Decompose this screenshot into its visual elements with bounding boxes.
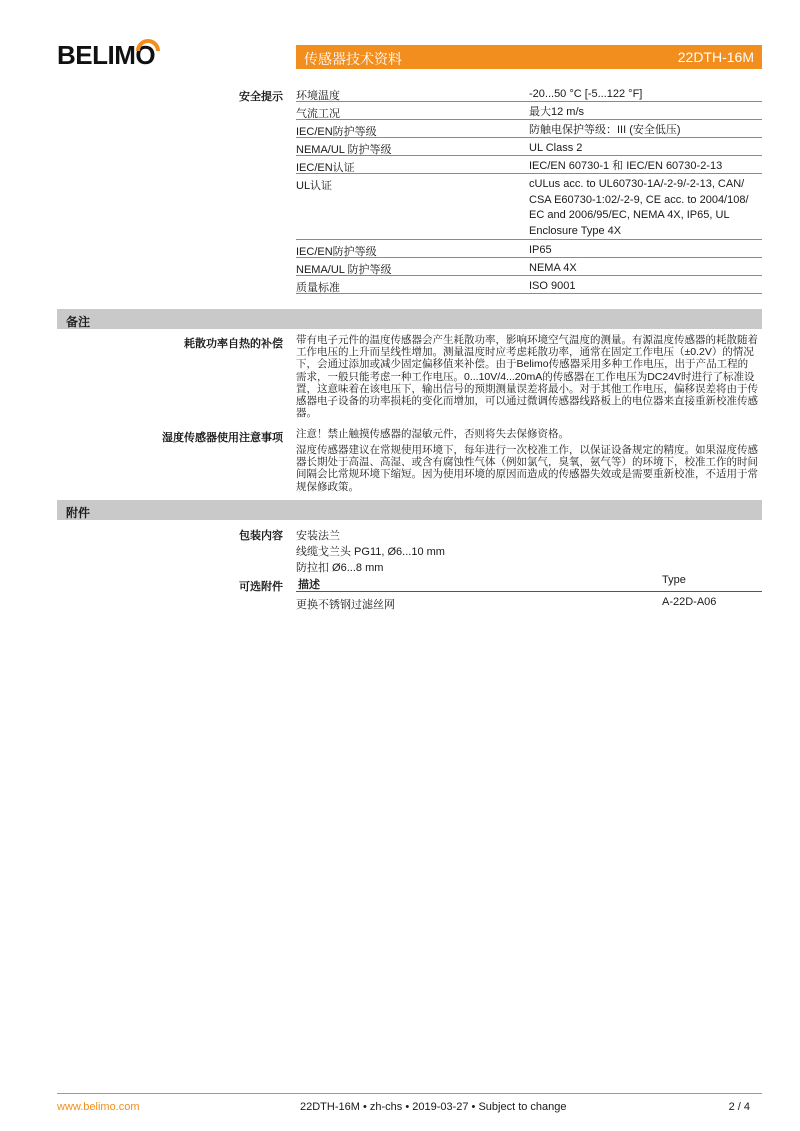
accessories-section-bar <box>57 500 762 520</box>
table-header <box>296 574 762 592</box>
spec-key: 气流工况 <box>296 108 340 120</box>
package-item: 线缆戈兰头 PG11, Ø6...10 mm <box>296 546 445 558</box>
spec-key: IEC/EN认证 <box>296 162 355 174</box>
footer-document-info: 22DTH-16M • zh-chs • 2019-03-27 • Subject to change <box>300 1101 567 1113</box>
model-number: 22DTH-16M <box>677 49 754 65</box>
header-description: 描述 <box>298 579 320 591</box>
spec-row <box>296 258 762 276</box>
package-contents-label: 包装内容 <box>239 530 283 542</box>
spec-key: IEC/EN防护等级 <box>296 246 377 258</box>
spec-value: 最大12 m/s <box>529 106 585 118</box>
spec-row <box>296 120 762 138</box>
spec-row <box>296 156 762 174</box>
spec-row <box>296 138 762 156</box>
page-number: 2 / 4 <box>728 1101 750 1113</box>
note-text: 湿度传感器建议在常规使用环境下，每年进行一次校准工作，以保证设备规定的精度。如果湿度传感器长期处于高温、高湿、或含有腐蚀性气体（例如氯气，臭氧，氨气等）的环境下，校准工作的时间间隔会比常规环境下缩短。因为使用环境的原因而造成的传感器失效或是需要重新校准，不适用于常规保修政策。 <box>296 444 758 493</box>
note-text: 带有电子元件的温度传感器会产生耗散功率，影响环境空气温度的测量。有源温度传感器的耗散随着工作电压的上升而呈线性增加。测量温度时应考虑耗散功率，通常在固定工作电压（±0.2V）的情况下，会通过添加或减少固定偏移值来补偿。由于Belimo传感器采用多种工作电压，出于产品工程的需求，一般只能考虑一种工作电压。0...10V/4...20mA的传感器在工作电压为DC24V时进行了标准设置，这意味着在该电压下，输出信号的预期测量误差将最小。对于其他工作电压，偏移误差将由于传感器电子设备的功率损耗的变化而增加，可以通过微调传感器线路板上的电位器来直接重新校准传感器。 <box>296 334 758 420</box>
spec-row <box>296 102 762 120</box>
spec-row <box>296 240 762 258</box>
spec-value: UL Class 2 <box>529 142 583 154</box>
note-text: 注意！禁止触摸传感器的湿敏元件，否则将失去保修资格。 <box>296 428 569 440</box>
spec-key: NEMA/UL 防护等级 <box>296 264 392 276</box>
footer-divider <box>57 1093 762 1094</box>
accessories-section-title: 附件 <box>66 506 91 520</box>
safety-section-label: 安全提示 <box>239 91 283 103</box>
table-row <box>296 594 762 612</box>
spec-key: 环境温度 <box>296 90 340 102</box>
spec-value: IP65 <box>529 244 552 256</box>
notes-section-title: 备注 <box>66 315 91 329</box>
header-bar <box>296 45 762 69</box>
spec-value: NEMA 4X <box>529 262 577 274</box>
belimo-logo <box>57 38 157 68</box>
spec-value: 防触电保护等级：III (安全低压) <box>529 124 681 136</box>
package-item: 安装法兰 <box>296 530 340 542</box>
footer-website-link[interactable]: www.belimo.com <box>57 1101 140 1113</box>
accessory-description: 更换不锈钢过滤丝网 <box>296 599 395 611</box>
accessory-type: A-22D-A06 <box>662 596 717 608</box>
document-title: 传感器技术资料 <box>304 51 402 67</box>
spec-value: ISO 9001 <box>529 280 576 292</box>
spec-key: NEMA/UL 防护等级 <box>296 144 392 156</box>
spec-value: -20...50 °C [-5...122 °F] <box>529 88 643 100</box>
spec-row <box>296 174 762 240</box>
optional-accessories-label: 可选附件 <box>239 581 283 593</box>
spec-value: IEC/EN 60730-1 和 IEC/EN 60730-2-13 <box>529 160 723 172</box>
package-item: 防拉扣 Ø6...8 mm <box>296 562 384 574</box>
spec-row <box>296 84 762 102</box>
note-label: 耗散功率自热的补偿 <box>184 338 283 350</box>
spec-key: UL认证 <box>296 180 333 192</box>
spec-value: cULus acc. to UL60730-1A/-2-9/-2-13, CAN/ CSA E60730-1:02/-2-9, CE acc. to 2004/108/ EC and 2006/95/EC, NEMA 4X, IP65, UL Enclosure Type 4X <box>529 178 749 237</box>
header-type: Type <box>662 574 686 586</box>
note-label: 湿度传感器使用注意事项 <box>162 432 283 444</box>
spec-row <box>296 276 762 294</box>
spec-key: IEC/EN防护等级 <box>296 126 377 138</box>
notes-section-bar <box>57 309 762 329</box>
spec-key: 质量标准 <box>296 282 340 294</box>
logo-text: BELIMO <box>57 40 156 70</box>
logo-arc-icon <box>135 32 161 54</box>
